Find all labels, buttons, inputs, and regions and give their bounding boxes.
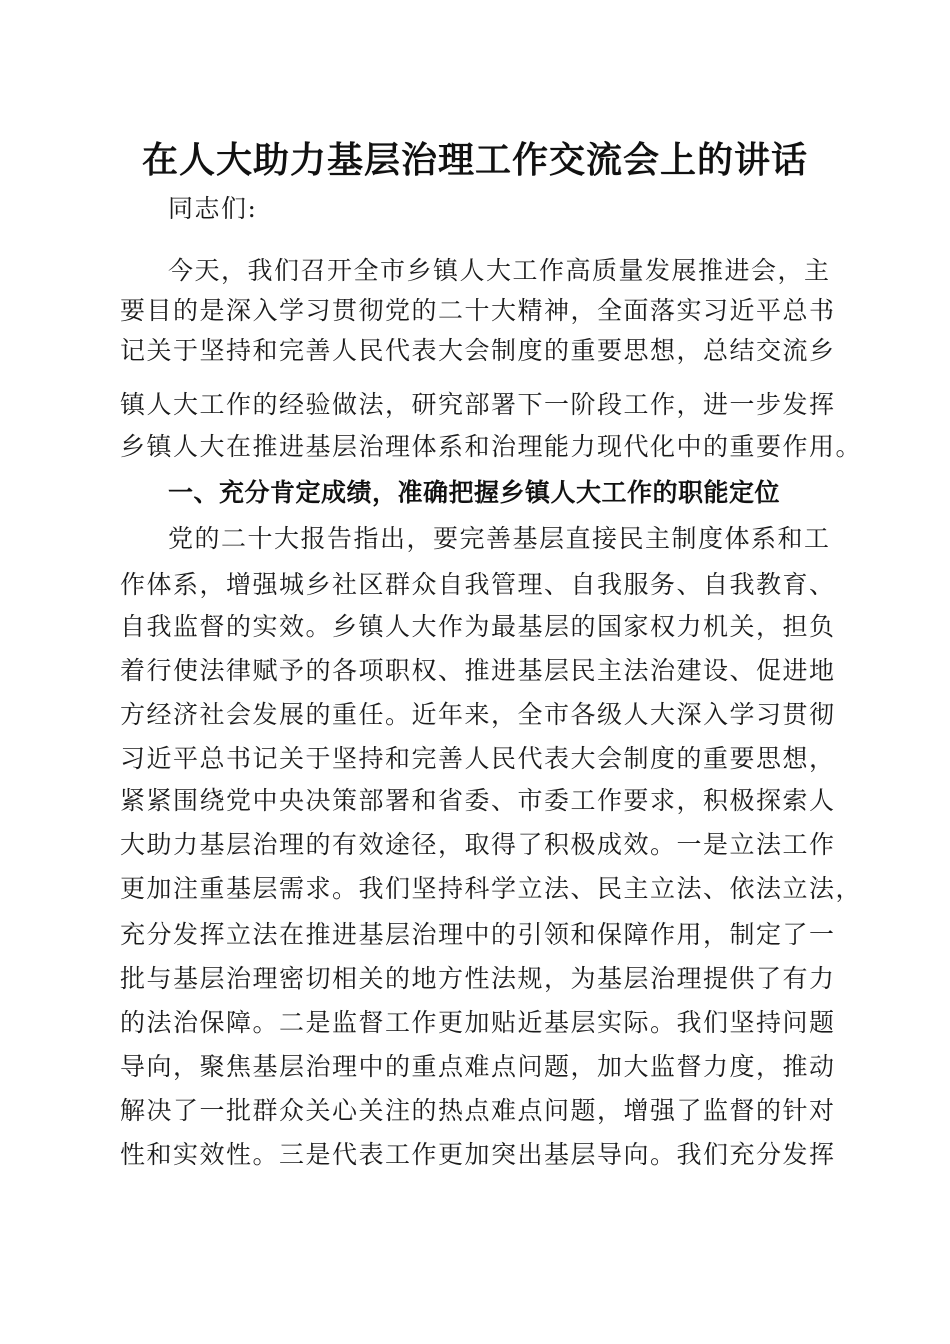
paragraph-line: 性和实效性。三是代表工作更加突出基层导向。我们充分发挥 (120, 1140, 836, 1169)
paragraph-line: 记关于坚持和完善人民代表大会制度的重要思想，总结交流乡 (120, 336, 836, 365)
paragraph-line: 乡镇人大在推进基层治理体系和治理能力现代化中的重要作用。 (120, 432, 863, 461)
paragraph-line: 镇人大工作的经验做法，研究部署下一阶段工作，进一步发挥 (120, 390, 836, 419)
document-title: 在人大助力基层治理工作交流会上的讲话 (141, 139, 808, 181)
paragraph-line: 今天，我们召开全市乡镇人大工作高质量发展推进会，主 (168, 256, 831, 285)
paragraph-line: 自我监督的实效。乡镇人大作为最基层的国家权力机关，担负 (120, 612, 836, 641)
paragraph-line: 大助力基层治理的有效途径，取得了积极成效。一是立法工作 (120, 830, 836, 859)
paragraph-line: 更加注重基层需求。我们坚持科学立法、民主立法、依法立法， (120, 874, 863, 903)
paragraph-line: 紧紧围绕党中央决策部署和省委、市委工作要求，积极探索人 (120, 786, 836, 815)
section-heading: 一、充分肯定成绩，准确把握乡镇人大工作的职能定位 (168, 478, 781, 507)
paragraph-line: 要目的是深入学习贯彻党的二十大精神，全面落实习近平总书 (120, 296, 836, 325)
salutation: 同志们: (168, 194, 258, 223)
paragraph-line: 着行使法律赋予的各项职权、推进基层民主法治建设、促进地 (120, 656, 836, 685)
paragraph-line: 充分发挥立法在推进基层治理中的引领和保障作用，制定了一 (120, 920, 836, 949)
paragraph-line: 的法治保障。二是监督工作更加贴近基层实际。我们坚持问题 (120, 1008, 836, 1037)
paragraph-line: 习近平总书记关于坚持和完善人民代表大会制度的重要思想， (120, 744, 836, 773)
paragraph-line: 解决了一批群众关心关注的热点难点问题，增强了监督的针对 (120, 1096, 836, 1125)
paragraph-line: 党的二十大报告指出，要完善基层直接民主制度体系和工 (168, 524, 831, 553)
paragraph-line: 导向，聚焦基层治理中的重点难点问题，加大监督力度，推动 (120, 1052, 836, 1081)
paragraph-line: 方经济社会发展的重任。近年来，全市各级人大深入学习贯彻 (120, 700, 836, 729)
paragraph-line: 批与基层治理密切相关的地方性法规，为基层治理提供了有力 (120, 964, 836, 993)
paragraph-line: 作体系，增强城乡社区群众自我管理、自我服务、自我教育、 (120, 570, 836, 599)
